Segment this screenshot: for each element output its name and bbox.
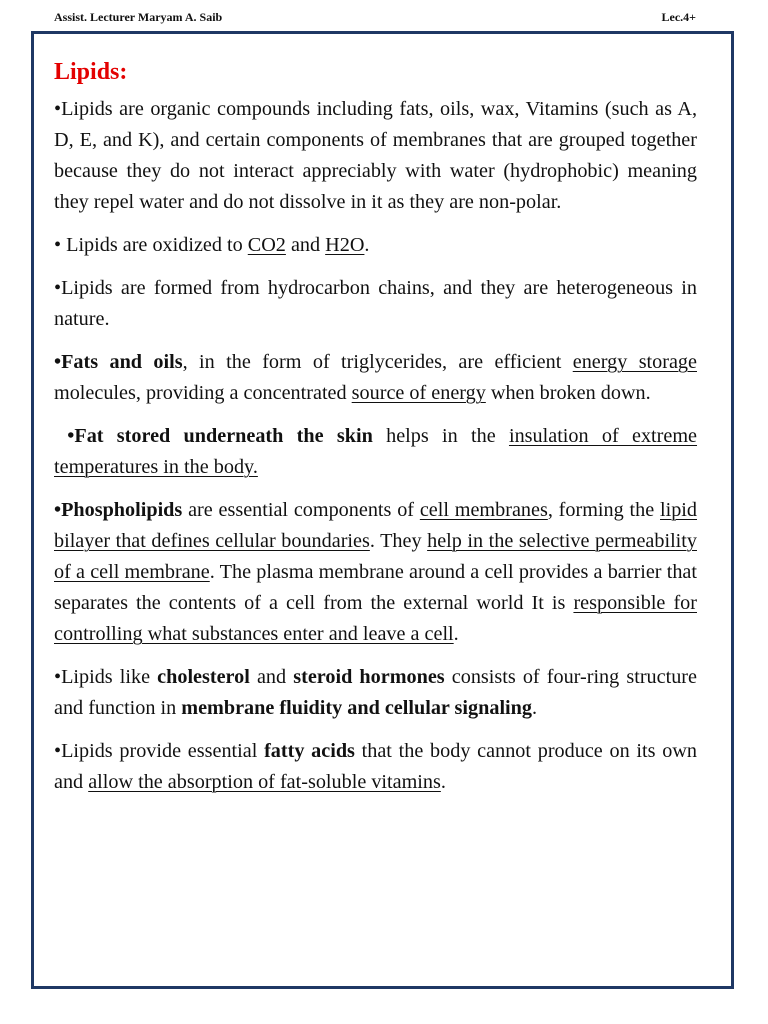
- term-membrane-fluidity: membrane fluidity and cellular signaling: [181, 697, 532, 719]
- paragraph-phospholipids: •Phospholipids are essential components of cell membranes, forming the lipid bilayer that defines cellular boundaries. They help in the selective permeability of a cell membrane. The plasma membrane around a cell provides a barrier that separates the contents of a cell from the external world It is responsible for controlling what substances enter and leave a cell.: [54, 499, 698, 645]
- term-controlling-substances: responsible for controlling what substances enter and leave a cell: [54, 592, 697, 645]
- term-lipid-bilayer: lipid bilayer that defines cellular boundaries: [54, 499, 698, 552]
- header-author: Assist. Lecturer Maryam A. Saib: [54, 10, 223, 24]
- paragraph-hydrocarbon: •Lipids are formed from hydrocarbon chains, and they are heterogeneous in nature.: [54, 277, 697, 330]
- term-absorption-vitamins: allow the absorption of fat-soluble vitamins: [88, 771, 441, 793]
- term-source-of-energy: source of energy: [351, 382, 486, 404]
- term-steroid-hormones: steroid hormones: [293, 666, 445, 688]
- term-phospholipids: •Phospholipids: [54, 499, 183, 521]
- paragraph-oxidation: • Lipids are oxidized to CO2 and H2O.: [54, 234, 370, 256]
- term-energy-storage: energy storage: [572, 351, 697, 373]
- paragraph-definition: •Lipids are organic compounds including fats, oils, wax, Vitamins (such as A, D, E, and K), and certain components of membranes that are grouped together because they do not interact appreciably with water (hydrophobic) meaning they repel water and do not dissolve in it as they are non-polar.: [54, 98, 697, 213]
- paragraph-fatty-acids: •Lipids provide essential fatty acids that the body cannot produce on its own and allow the absorption of fat-soluble vitamins.: [54, 740, 697, 793]
- document-body: [54, 56, 697, 810]
- term-selective-permeability: help in the selective permeability of a cell membrane: [54, 530, 697, 583]
- term-co2: CO2: [247, 234, 286, 256]
- term-cholesterol: cholesterol: [157, 666, 250, 688]
- term-fats-oils: •Fats and oils: [54, 351, 183, 373]
- header-lecture-number: Lec.4+: [661, 10, 696, 24]
- section-title: Lipids:: [54, 59, 128, 85]
- paragraph-fats-oils: •Fats and oils, in the form of triglycerides, are efficient energy storage molecules, providing a concentrated source of energy when broken down.: [54, 351, 697, 404]
- term-fat-skin: •Fat stored underneath the skin: [67, 425, 373, 447]
- paragraph-cholesterol: •Lipids like cholesterol and steroid hormones consists of four-ring structure and function in membrane fluidity and cellular signaling.: [54, 666, 697, 719]
- term-h2o: H2O: [325, 234, 365, 256]
- term-fatty-acids: fatty acids: [264, 740, 355, 762]
- term-cell-membranes: cell membranes: [419, 499, 548, 521]
- page-header: [54, 10, 696, 28]
- term-insulation: insulation of extreme temperatures in the body.: [54, 425, 698, 478]
- paragraph-fat-skin: •Fat stored underneath the skin helps in the insulation of extreme temperatures in the body.: [54, 425, 698, 478]
